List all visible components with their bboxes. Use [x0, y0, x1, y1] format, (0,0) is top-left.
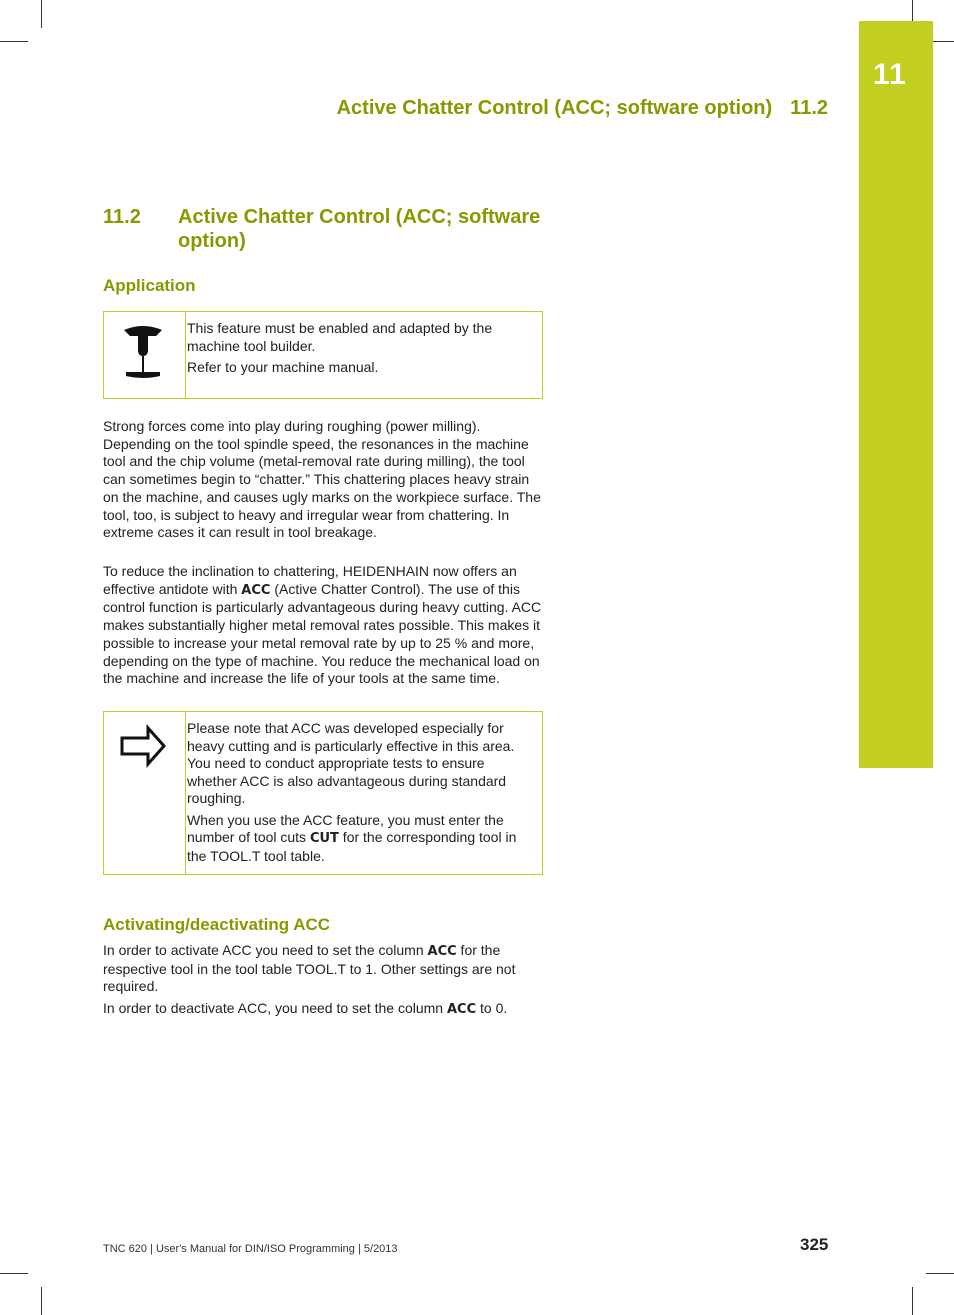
crop-mark — [0, 41, 28, 42]
paragraph — [103, 942, 548, 996]
application-heading: Application — [103, 276, 196, 295]
section-number: 11.2 — [103, 206, 141, 228]
text-run: In order to deactivate ACC, you need to set the column — [103, 1000, 447, 1016]
footer-text: TNC 620 | User's Manual for DIN/ISO Programming | 5/2013 — [103, 1243, 398, 1255]
text-run: (Active Chatter Control). The use of this control function is particularly advantageous during heavy cutting. ACC makes substantially higher metal removal rates possible. This makes it possible to increase your metal removal rate by up to 25 % and more, depending on the type of machine. You reduce the mechanical load on the machine and increase the life of your tools at the same time. — [103, 580, 542, 687]
arrow-right-icon — [118, 720, 168, 776]
text-run: to 0. — [476, 1000, 508, 1016]
text-run: In order to activate ACC you need to set the column — [103, 942, 428, 958]
machine-note-box — [103, 311, 543, 399]
tip-note-text — [187, 720, 536, 869]
running-head-title: Active Chatter Control (ACC; software option) — [336, 97, 773, 119]
paragraph — [103, 563, 548, 688]
crop-mark — [41, 1287, 42, 1315]
paragraph — [103, 1000, 548, 1019]
machine-builder-icon — [118, 322, 168, 378]
note-separator — [185, 712, 186, 874]
code-acc: ACC — [427, 944, 457, 959]
activating-heading: Activating/deactivating ACC — [103, 915, 331, 934]
running-head-section: 11.2 — [790, 97, 828, 119]
code-acc: ACC — [241, 582, 271, 598]
crop-mark — [912, 1287, 913, 1315]
code-cut: CUT — [309, 831, 339, 846]
text-run: To reduce the inclination to chattering, HEIDENHAIN now offers an effective antidote with — [103, 563, 517, 597]
tip-note-box — [103, 711, 543, 875]
paragraph: Strong forces come into play during roughing (power milling). Depending on the tool spindle speed, the resonances in the machine tool and the chip volume (metal-removal rate during milling), the tool can sometimes begin to “chatter.” This chattering places heavy strain on the machine, and causes ugly marks on the workpiece surface. The tool, too, is subject to heavy and irregular wear from chattering. In extreme cases it can result in tool breakage. — [103, 418, 541, 541]
machine-note-line: This feature must be enabled and adapted by the machine tool builder. — [187, 320, 493, 354]
crop-mark — [0, 1273, 28, 1274]
machine-note-text — [187, 320, 536, 381]
chapter-number: 11 — [873, 58, 907, 91]
note-separator — [185, 312, 186, 398]
text-run: for the corresponding tool in the TOOL.T tool table. — [187, 829, 517, 864]
chapter-tab — [859, 21, 933, 768]
tip-note-line — [187, 812, 536, 866]
text-run: When you use the ACC feature, you must enter the number of tool cuts — [187, 811, 504, 845]
machine-note-line: Refer to your machine manual. — [187, 359, 379, 375]
tip-note-line: Please note that ACC was developed especially for heavy cutting and is particularly effective in this area. You need to conduct appropriate tests to ensure whether ACC is also advantageous during standard roughing. — [187, 720, 515, 806]
crop-mark — [41, 0, 42, 28]
text-run: for the respective tool in the tool table TOOL.T to 1. Other settings are not required. — [103, 942, 516, 995]
section-title: Active Chatter Control (ACC; software option) — [178, 206, 541, 252]
page-number: 325 — [800, 1235, 829, 1254]
running-head — [300, 97, 828, 120]
code-acc: ACC — [446, 1002, 477, 1017]
crop-mark — [926, 1273, 954, 1274]
